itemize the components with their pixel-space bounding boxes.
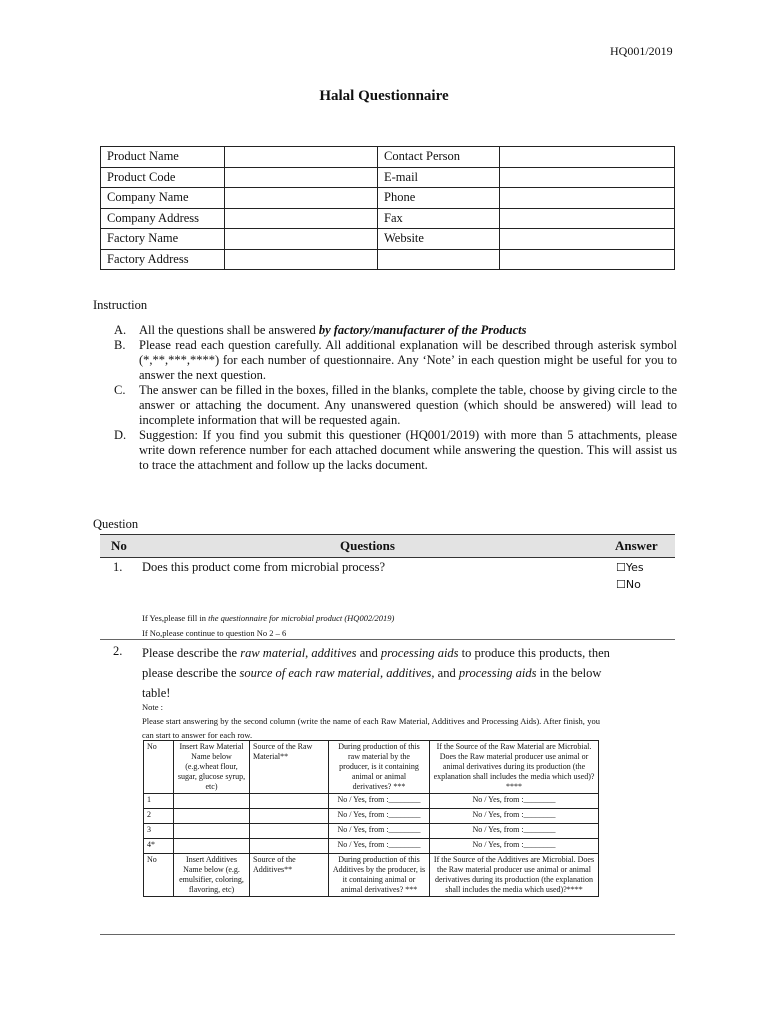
list-text — [139, 323, 677, 338]
label-cell: Product Name — [101, 147, 225, 168]
col-header-microbial: If the Source of the Additives are Microbial. Does the Raw material producer use animal or animal derivatives during its production (the explanation shall includes the media which used)?**** — [430, 854, 599, 897]
input-cell[interactable] — [500, 167, 675, 188]
list-text: Suggestion: If you find you submit this questioner (HQ001/2019) with more than 5 attachments, please write down reference number for each attached document while answering the question. This will assist us to trace the attachment and follow up the lacks document. — [139, 428, 677, 472]
answer-cell[interactable]: No / Yes, from :________ — [430, 824, 599, 839]
note-text: If Yes,please fill in — [142, 613, 209, 623]
emphasis-text: processing aids — [458, 666, 537, 680]
row-number: 3 — [144, 824, 174, 839]
input-cell[interactable] — [225, 249, 378, 270]
question-table-header — [100, 534, 675, 558]
table-row — [101, 229, 675, 250]
question-heading: Question — [93, 517, 139, 531]
document-id: HQ001/2019 — [610, 44, 673, 58]
col-header-microbial: If the Source of the Raw Material are Microbial. Does the Raw material producer use animal or animal derivatives during its production (the explanation shall includes the media which used)?**** — [430, 741, 599, 794]
question-text: Does this product come from microbial process? — [142, 560, 385, 574]
col-header-no: No — [144, 741, 174, 794]
input-cell[interactable] — [225, 229, 378, 250]
raw-material-table — [143, 740, 599, 897]
input-cell[interactable] — [250, 839, 329, 854]
answer-cell[interactable]: No / Yes, from :________ — [329, 839, 430, 854]
emphasis-text: source of each raw material, additives, — [239, 666, 435, 680]
input-cell[interactable] — [225, 188, 378, 209]
answer-cell[interactable]: No / Yes, from :________ — [329, 824, 430, 839]
header-questions: Questions — [340, 538, 395, 553]
answer-cell[interactable]: No / Yes, from :________ — [430, 839, 599, 854]
list-marker: A. — [114, 323, 127, 337]
list-item — [114, 428, 677, 473]
col-header-during: During production of this raw material by the producer, is it containing animal or animal derivatives? *** — [329, 741, 430, 794]
emphasis-text: additives — [311, 646, 357, 660]
label-cell: Website — [378, 229, 500, 250]
col-header-source: Source of the Raw Material** — [250, 741, 329, 794]
question-number: 2. — [113, 644, 123, 658]
col-header-source: Source of the Additives** — [250, 854, 329, 897]
text-run: and — [356, 646, 381, 660]
label-cell: Product Code — [101, 167, 225, 188]
list-text: The answer can be filled in the boxes, filled in the blanks, complete the table, choose by giving circle to the answer or attaching the document. Any unanswered question (which should be answered) will lead to incomplete information that will be requested again. — [139, 383, 677, 427]
label-cell: Company Name — [101, 188, 225, 209]
note-line: If No,please continue to question No 2 – 6 — [142, 628, 287, 638]
input-cell[interactable] — [500, 229, 675, 250]
list-marker: D. — [114, 428, 127, 442]
text-run: Please describe the — [142, 646, 241, 660]
input-cell[interactable] — [500, 147, 675, 168]
note-text: Please start answering by the second column (write the name of each Raw Material, Additives and Processing Aids). After finish, you can start to answer for each row. — [142, 716, 600, 740]
question-number: 1. — [113, 560, 123, 574]
table-row — [101, 167, 675, 188]
product-info-table — [100, 146, 675, 270]
question-text — [142, 643, 612, 703]
list-text: Please read each question carefully. All additional explanation will be described through asterisk symbol (*,**,***,****) for each number of questionnaire. Any ‘Note’ in each question might be useful for you to answer the next question. — [139, 338, 677, 382]
instruction-text: All the questions shall be answered — [139, 323, 319, 337]
col-header-no: No — [144, 854, 174, 897]
checkbox-yes[interactable]: ☐Yes — [616, 561, 644, 574]
label-cell: Fax — [378, 208, 500, 229]
row-number: 4* — [144, 839, 174, 854]
header-no: No — [111, 538, 127, 553]
label-cell: Factory Address — [101, 249, 225, 270]
input-cell[interactable] — [500, 208, 675, 229]
input-cell[interactable] — [225, 208, 378, 229]
table-row — [101, 188, 675, 209]
text-run: , — [305, 646, 312, 660]
divider — [100, 934, 675, 935]
table-row — [144, 794, 599, 809]
instruction-list — [114, 323, 677, 473]
empty-cell — [500, 249, 675, 270]
answer-cell[interactable]: No / Yes, from :________ — [329, 809, 430, 824]
list-item — [114, 383, 677, 428]
question-note — [142, 611, 394, 641]
checkbox-no[interactable]: ☐No — [616, 578, 641, 591]
page-title: Halal Questionnaire — [319, 88, 449, 104]
header-answer: Answer — [615, 538, 658, 553]
table-row — [101, 249, 675, 270]
label-cell: E-mail — [378, 167, 500, 188]
list-marker: C. — [114, 383, 126, 397]
text-run: to produce this products, then please describe the — [142, 646, 610, 680]
emphasis-text: by factory/manufacturer of the Products — [318, 323, 527, 337]
empty-cell — [378, 249, 500, 270]
label-cell: Phone — [378, 188, 500, 209]
answer-options — [616, 559, 644, 593]
col-header-during: During production of this Additives by the producer, is it containing animal or animal derivatives? *** — [329, 854, 430, 897]
label-cell: Company Address — [101, 208, 225, 229]
note-label: Note : — [142, 702, 164, 712]
input-cell[interactable] — [174, 809, 250, 824]
question-note — [142, 700, 600, 742]
input-cell[interactable] — [250, 794, 329, 809]
input-cell[interactable] — [174, 794, 250, 809]
note-emphasis: the questionnaire for microbial product (HQ002/2019) — [208, 613, 395, 623]
table-row — [144, 809, 599, 824]
instruction-heading: Instruction — [93, 298, 148, 312]
emphasis-text: raw material — [240, 646, 306, 660]
label-cell: Contact Person — [378, 147, 500, 168]
input-cell[interactable] — [250, 809, 329, 824]
table-row — [144, 824, 599, 839]
answer-cell[interactable]: No / Yes, from :________ — [430, 809, 599, 824]
table-row — [144, 839, 599, 854]
table-row — [101, 208, 675, 229]
col-header-additives: Insert Additives Name below (e.g. emulsifier, coloring, flavoring, etc) — [174, 854, 250, 897]
list-marker: B. — [114, 338, 126, 352]
list-item — [114, 323, 677, 338]
input-cell[interactable] — [250, 824, 329, 839]
table-row — [101, 147, 675, 168]
input-cell[interactable] — [500, 188, 675, 209]
emphasis-text: processing aids — [380, 646, 459, 660]
list-item — [114, 338, 677, 383]
answer-cell[interactable]: No / Yes, from :________ — [430, 794, 599, 809]
label-cell: Factory Name — [101, 229, 225, 250]
answer-cell[interactable]: No / Yes, from :________ — [329, 794, 430, 809]
row-number: 1 — [144, 794, 174, 809]
note-line — [142, 611, 394, 626]
input-cell[interactable] — [174, 839, 250, 854]
text-run: in the below table! — [142, 666, 602, 700]
text-run: and — [434, 666, 459, 680]
divider — [100, 639, 675, 640]
col-header-raw: Insert Raw Material Name below (e.g.wheat flour, sugar, glucose syrup, etc) — [174, 741, 250, 794]
table-header-row — [144, 741, 599, 794]
input-cell[interactable] — [174, 824, 250, 839]
table-header-row — [144, 854, 599, 897]
input-cell[interactable] — [225, 167, 378, 188]
row-number: 2 — [144, 809, 174, 824]
input-cell[interactable] — [225, 147, 378, 168]
